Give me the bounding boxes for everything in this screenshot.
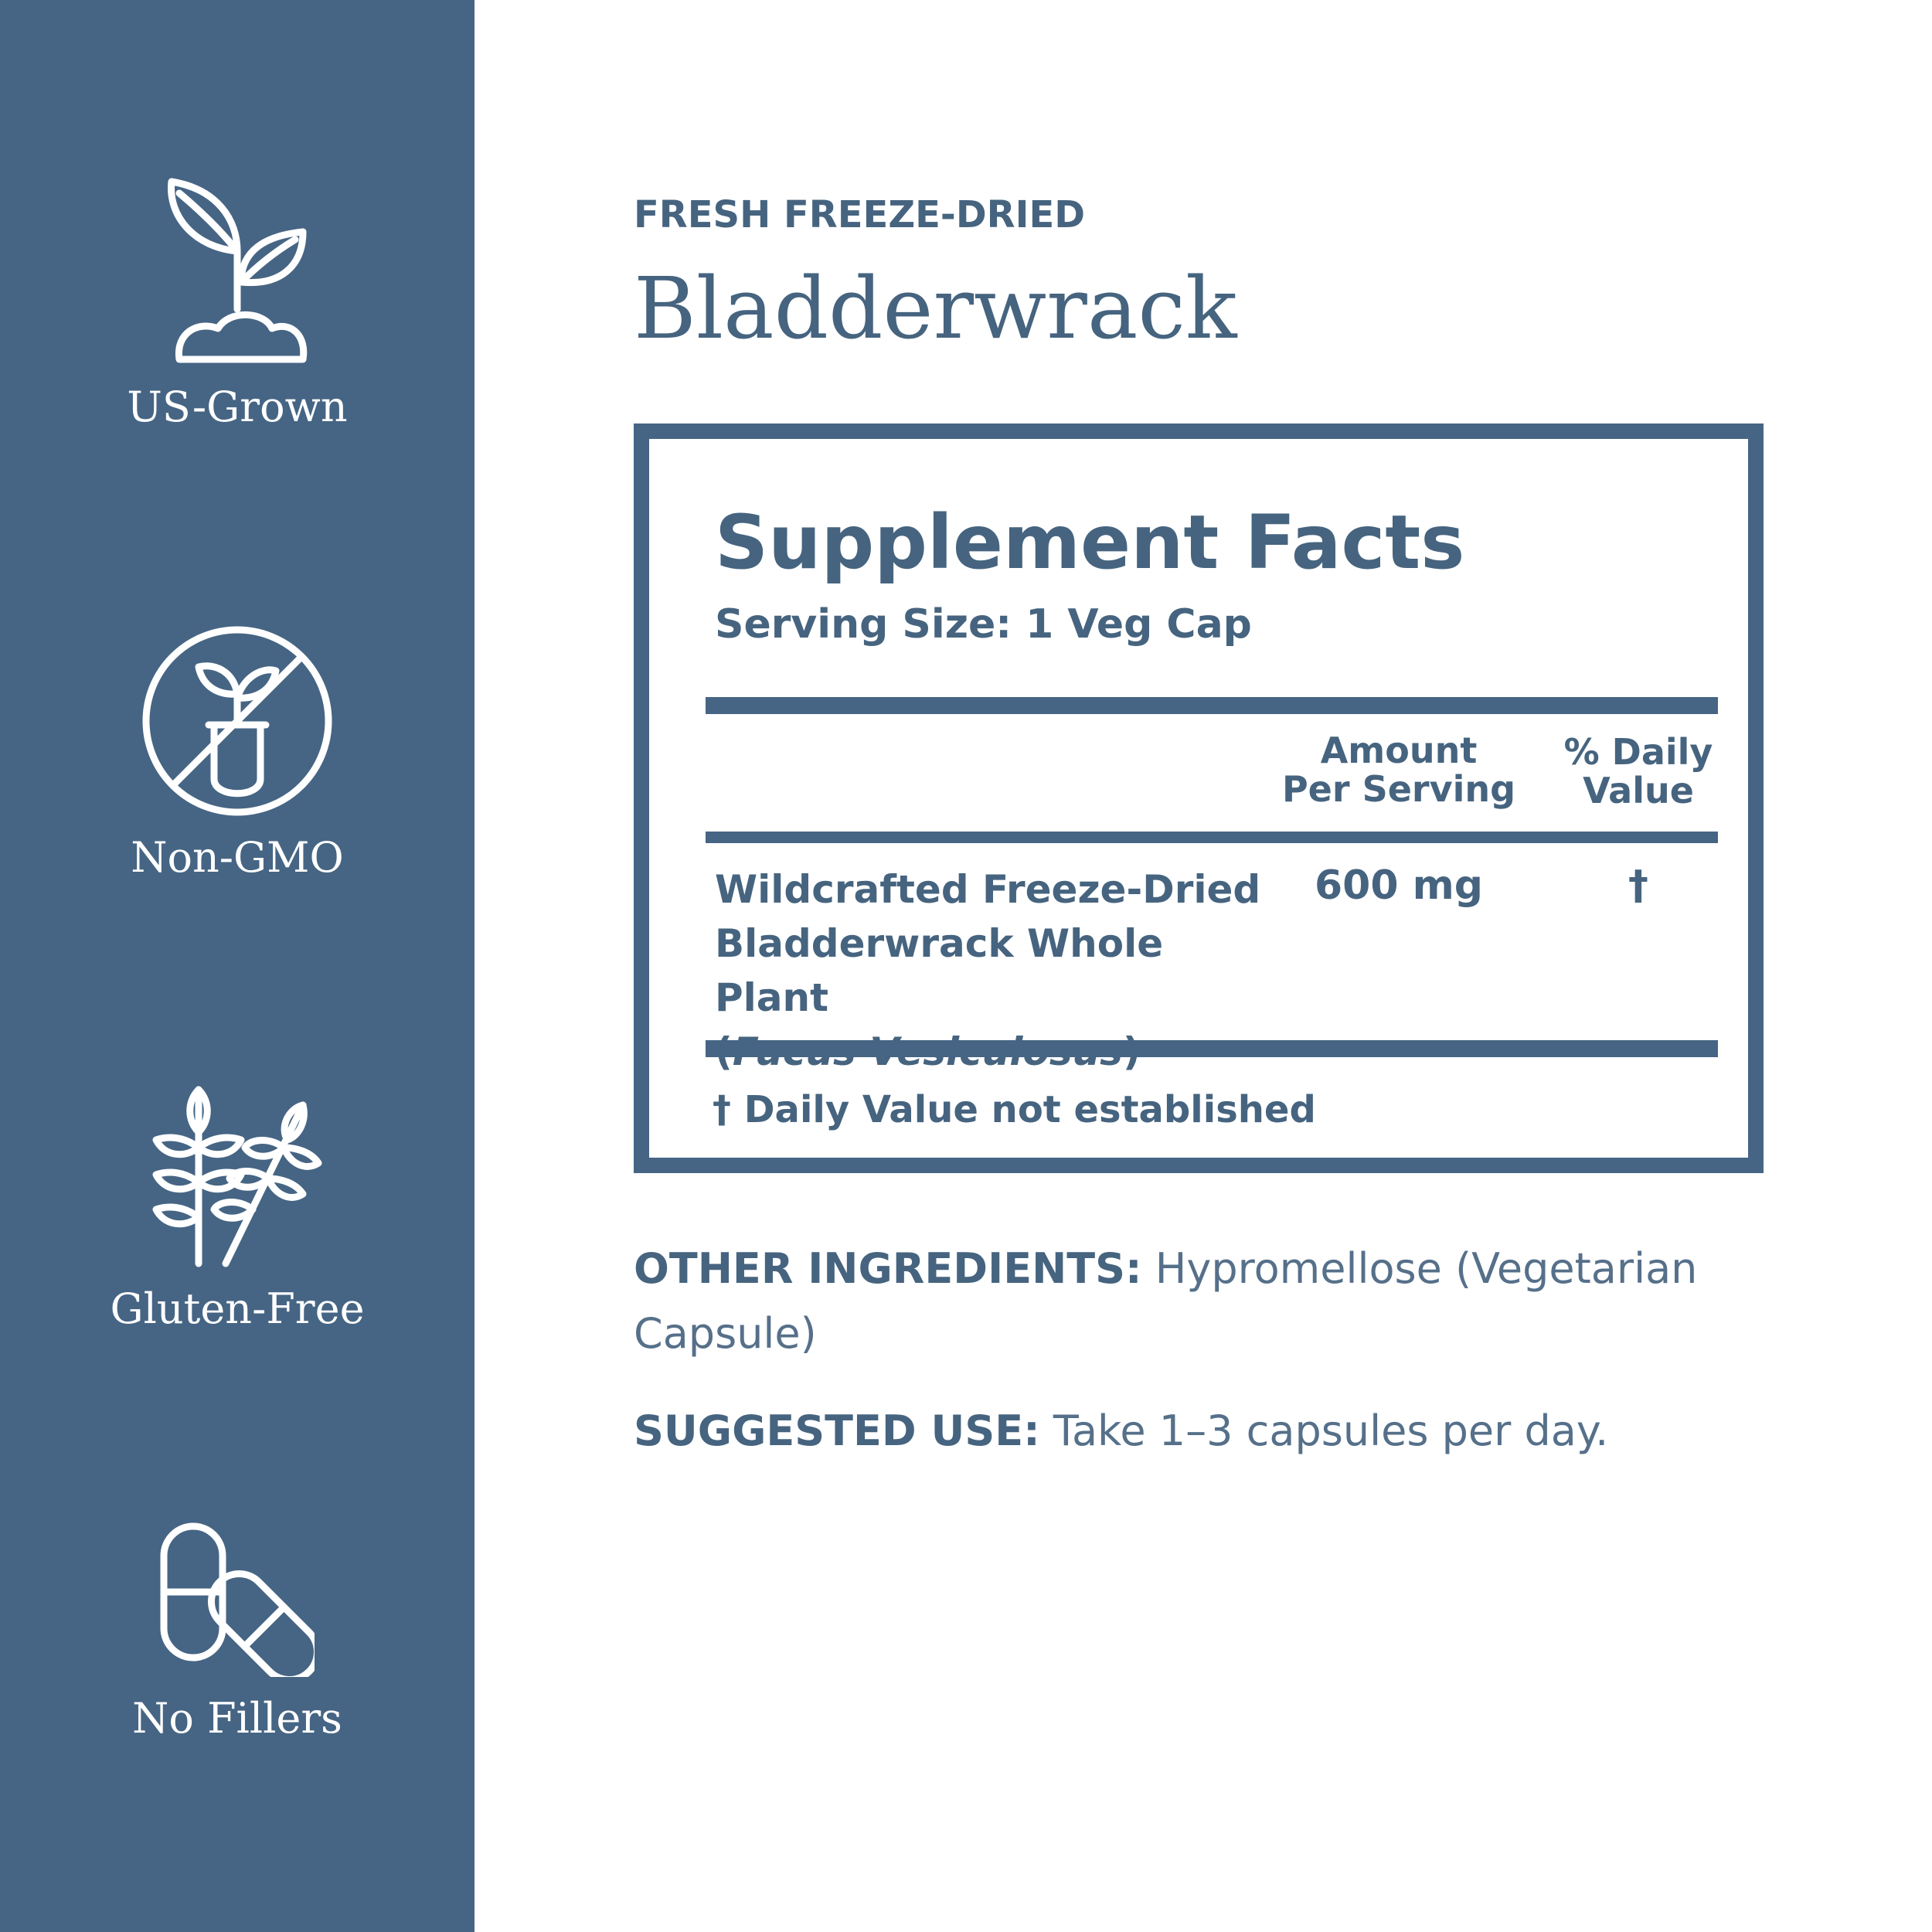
daily-value-footnote: † Daily Value not established	[713, 1088, 1316, 1131]
no-gmo-icon	[141, 624, 334, 818]
product-eyebrow: FRESH FREEZE-DRIED	[634, 193, 1086, 236]
main-content	[634, 0, 1793, 1932]
divider-thick	[706, 1040, 1718, 1057]
ingredient-line1: Wildcrafted Freeze-Dried	[715, 867, 1261, 912]
wheat-icon	[145, 1074, 330, 1267]
column-header-dv-line1: % Daily	[1563, 731, 1713, 773]
column-header-amount-line1: Amount	[1320, 730, 1478, 771]
divider-thin	[706, 832, 1718, 843]
ingredient-line2: Bladderwrack Whole Plant	[715, 921, 1164, 1020]
suggested-use-key: SUGGESTED USE:	[634, 1406, 1040, 1455]
badge-label: Non-GMO	[131, 833, 344, 882]
facts-title: Supplement Facts	[715, 499, 1465, 586]
other-ingredients	[634, 1236, 1762, 1366]
capsules-icon	[160, 1522, 315, 1677]
column-header-dv-line2: Value	[1583, 770, 1694, 811]
serving-size: Serving Size: 1 Veg Cap	[715, 601, 1252, 648]
supplement-facts-panel	[634, 423, 1764, 1173]
divider-thick	[706, 697, 1718, 714]
badge-label: US-Grown	[127, 383, 348, 431]
other-ingredients-value: Hypromellose (Vegetarian Capsule)	[634, 1244, 1698, 1358]
suggested-use	[634, 1399, 1762, 1464]
ingredient-daily-value: †	[1628, 862, 1648, 909]
ingredient-amount: 600 mg	[1314, 862, 1484, 909]
suggested-use-value: Take 1–3 capsules per day.	[1053, 1406, 1609, 1455]
sprout-icon	[164, 174, 311, 367]
column-header-amount-line2: Per Serving	[1281, 768, 1516, 810]
column-header-daily-value	[1538, 733, 1739, 810]
feature-sidebar	[0, 0, 474, 1932]
badge-label: Gluten-Free	[110, 1284, 365, 1333]
column-header-amount	[1267, 731, 1530, 808]
badge-label: No Fillers	[132, 1694, 342, 1743]
other-ingredients-key: OTHER INGREDIENTS:	[634, 1244, 1142, 1293]
product-title: Bladderwrack	[634, 259, 1237, 358]
